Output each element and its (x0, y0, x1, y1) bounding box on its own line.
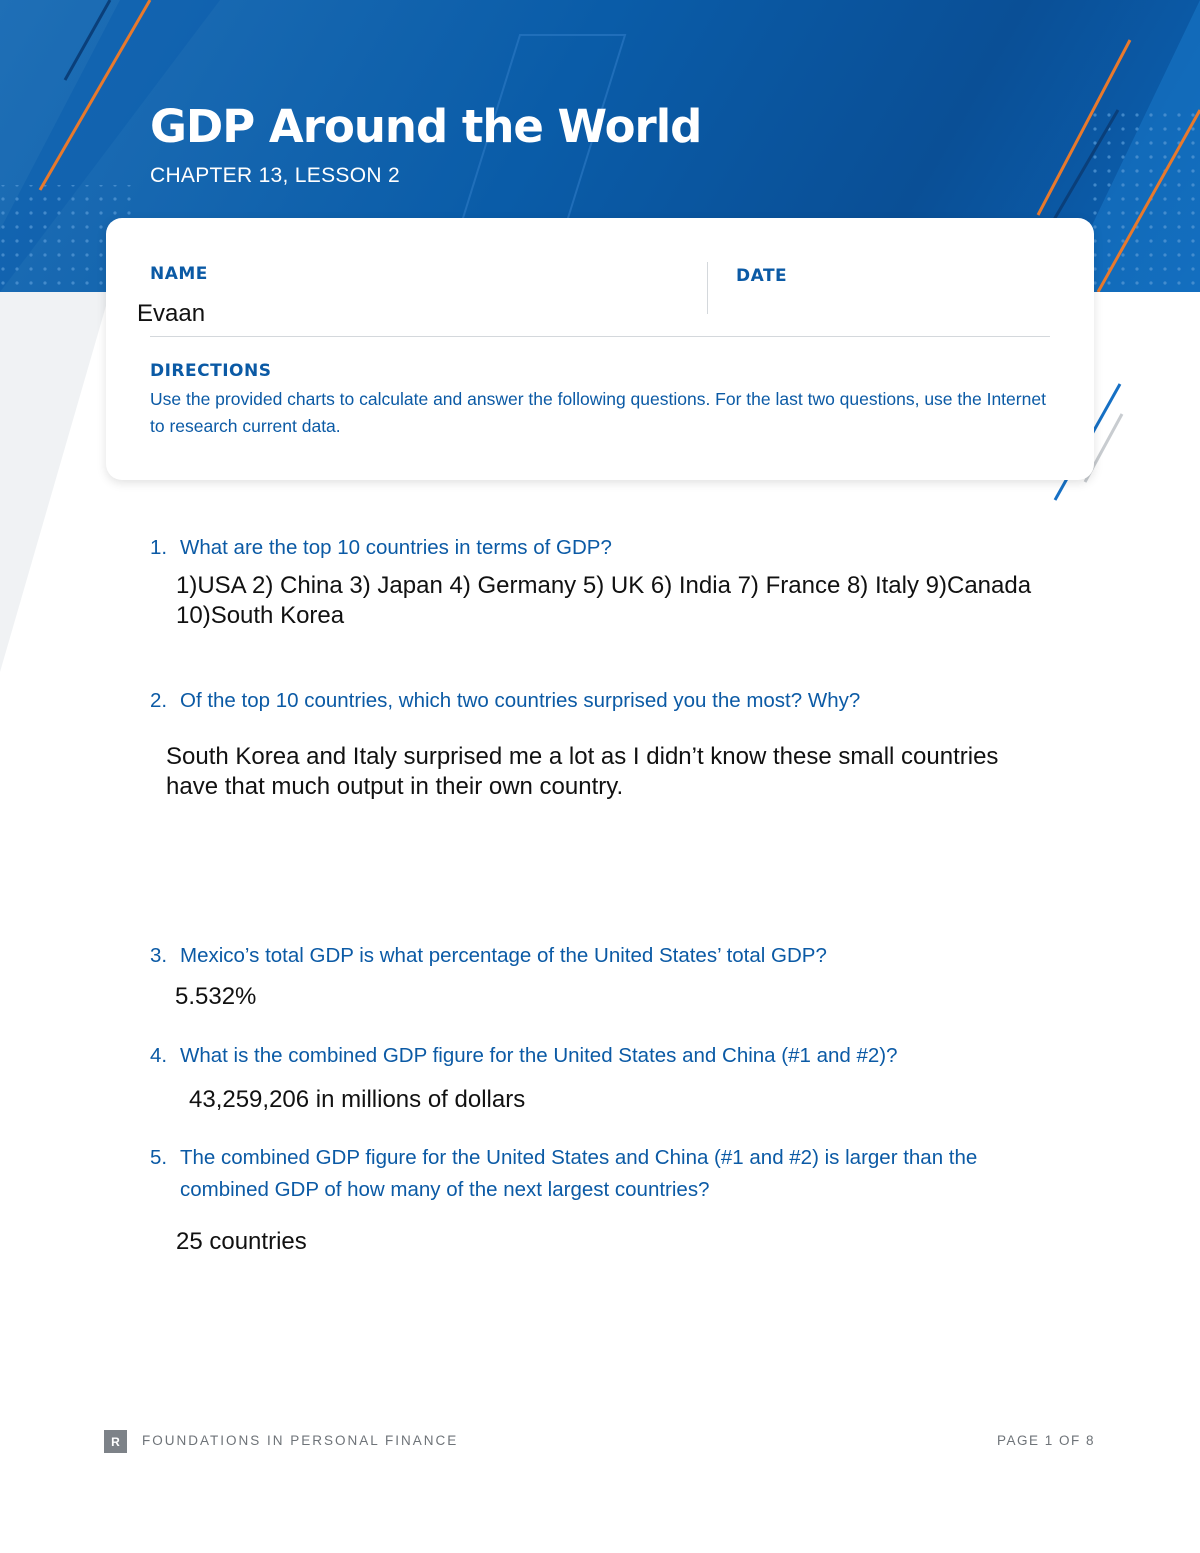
question-5 (150, 1142, 1050, 1206)
directions-text: Use the provided charts to calculate and answer the following questions. For the last two questions, use the Internet to research current data. (150, 389, 1046, 436)
question-text: Mexico’s total GDP is what percentage of the United States’ total GDP? (180, 944, 827, 967)
answer-2[interactable]: South Korea and Italy surprised me a lot as I didn’t know these small countries have that much output in their own country. (166, 743, 999, 800)
student-info-card (106, 218, 1094, 480)
page-title: GDP Around the World (150, 100, 702, 153)
answer-4[interactable]: 43,259,206 in millions of dollars (189, 1086, 526, 1113)
question-text: Of the top 10 countries, which two countries surprised you the most? Why? (180, 689, 861, 712)
name-label: NAME (150, 264, 208, 284)
footer-program-name: FOUNDATIONS IN PERSONAL FINANCE (142, 1433, 459, 1448)
page-number: PAGE 1 OF 8 (996, 1433, 1095, 1448)
field-divider (707, 262, 708, 314)
question-2 (150, 685, 860, 717)
date-label: DATE (736, 266, 788, 286)
answer-5[interactable]: 25 countries (176, 1228, 307, 1255)
question-text: What is the combined GDP figure for the United States and China (#1 and #2)? (180, 1044, 898, 1067)
question-3 (150, 940, 827, 972)
answer-3[interactable]: 5.532% (175, 983, 257, 1010)
question-number: 1. (150, 536, 168, 559)
question-4 (150, 1040, 898, 1072)
answer-1[interactable]: 1)USA 2) China 3) Japan 4) Germany 5) UK 6) India 7) France 8) Italy 9)Canada 10)South Korea (176, 572, 1032, 629)
question-text: What are the top 10 countries in terms of GDP? (180, 536, 612, 559)
chapter-lesson-subtitle: CHAPTER 13, LESSON 2 (150, 164, 400, 187)
question-number: 4. (150, 1044, 168, 1067)
question-number: 2. (150, 689, 168, 712)
question-1 (150, 532, 612, 564)
directions-label: DIRECTIONS (150, 361, 272, 381)
name-field[interactable]: Evaan (137, 300, 206, 327)
section-divider (150, 336, 1050, 337)
question-text: The combined GDP figure for the United States and China (#1 and #2) is larger than the combined GDP of how many of the next largest countries? (180, 1146, 978, 1201)
question-number: 3. (150, 944, 168, 967)
ramsey-logo-icon: R (104, 1430, 127, 1453)
question-number: 5. (150, 1146, 168, 1169)
